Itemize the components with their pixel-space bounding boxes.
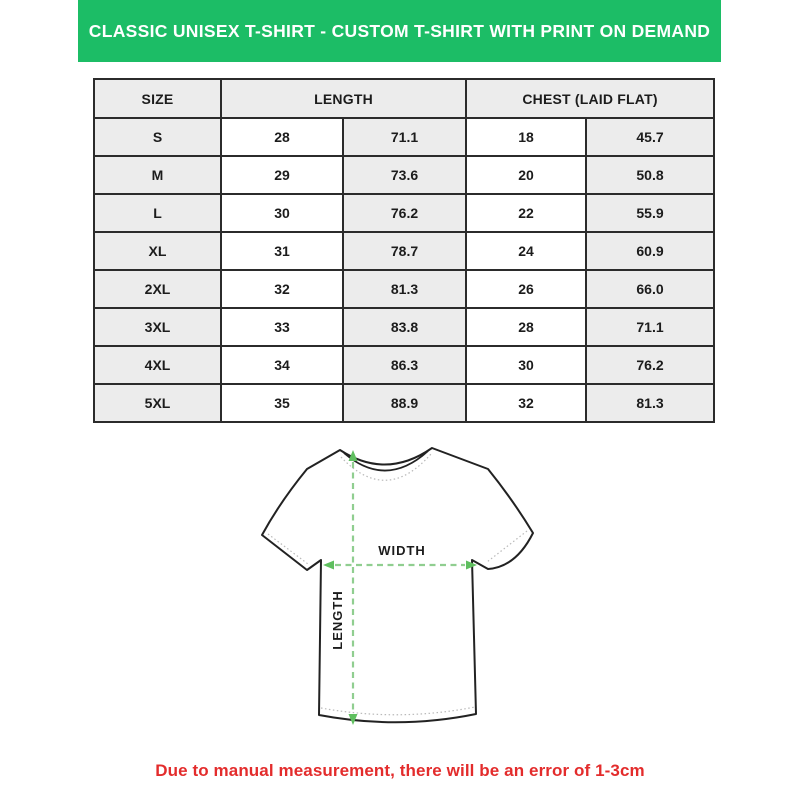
tshirt-outline [262,448,533,722]
length-cm-cell: 73.6 [343,156,466,194]
size-cell: 3XL [94,308,221,346]
table-row [94,232,714,270]
chest-cm-cell: 60.9 [586,232,714,270]
page-title: CLASSIC UNISEX T-SHIRT - CUSTOM T-SHIRT WITH PRINT ON DEMAND [88,20,711,41]
size-cell: L [94,194,221,232]
length-in-cell: 33 [221,308,343,346]
length-in-cell: 28 [221,118,343,156]
chest-cm-cell: 50.8 [586,156,714,194]
chest-in-cell: 28 [466,308,586,346]
table-row [94,118,714,156]
size-cell: S [94,118,221,156]
size-cell: M [94,156,221,194]
column-header-chest: CHEST (LAID FLAT) [466,79,714,118]
length-in-cell: 31 [221,232,343,270]
header-row [94,79,714,118]
chest-in-cell: 24 [466,232,586,270]
length-cm-cell: 76.2 [343,194,466,232]
length-cm-cell: 83.8 [343,308,466,346]
chest-cm-cell: 81.3 [586,384,714,422]
size-cell: 2XL [94,270,221,308]
length-cm-cell: 81.3 [343,270,466,308]
length-cm-cell: 71.1 [343,118,466,156]
chest-in-cell: 26 [466,270,586,308]
table-row [94,270,714,308]
chest-cm-cell: 71.1 [586,308,714,346]
chest-cm-cell: 76.2 [586,346,714,384]
length-in-cell: 29 [221,156,343,194]
length-in-cell: 32 [221,270,343,308]
chest-cm-cell: 45.7 [586,118,714,156]
chest-in-cell: 18 [466,118,586,156]
measurement-disclaimer: Due to manual measurement, there will be an error of 1-3cm [155,761,645,780]
size-cell: 5XL [94,384,221,422]
length-label: LENGTH [330,590,345,650]
chest-cm-cell: 55.9 [586,194,714,232]
table-row [94,308,714,346]
chest-in-cell: 22 [466,194,586,232]
table-row [94,194,714,232]
length-cm-cell: 88.9 [343,384,466,422]
table-row [94,346,714,384]
chest-cm-cell: 66.0 [586,270,714,308]
size-chart-table [93,78,715,423]
length-in-cell: 30 [221,194,343,232]
chest-in-cell: 32 [466,384,586,422]
chest-in-cell: 30 [466,346,586,384]
length-cm-cell: 86.3 [343,346,466,384]
length-cm-cell: 78.7 [343,232,466,270]
column-header-size: SIZE [94,79,221,118]
size-cell: XL [94,232,221,270]
table-row [94,156,714,194]
column-header-length: LENGTH [221,79,466,118]
table-row [94,384,714,422]
width-label: WIDTH [378,543,426,558]
chest-in-cell: 20 [466,156,586,194]
size-cell: 4XL [94,346,221,384]
length-in-cell: 34 [221,346,343,384]
length-in-cell: 35 [221,384,343,422]
tshirt-measurement-diagram [250,442,550,747]
title-banner [78,0,721,62]
